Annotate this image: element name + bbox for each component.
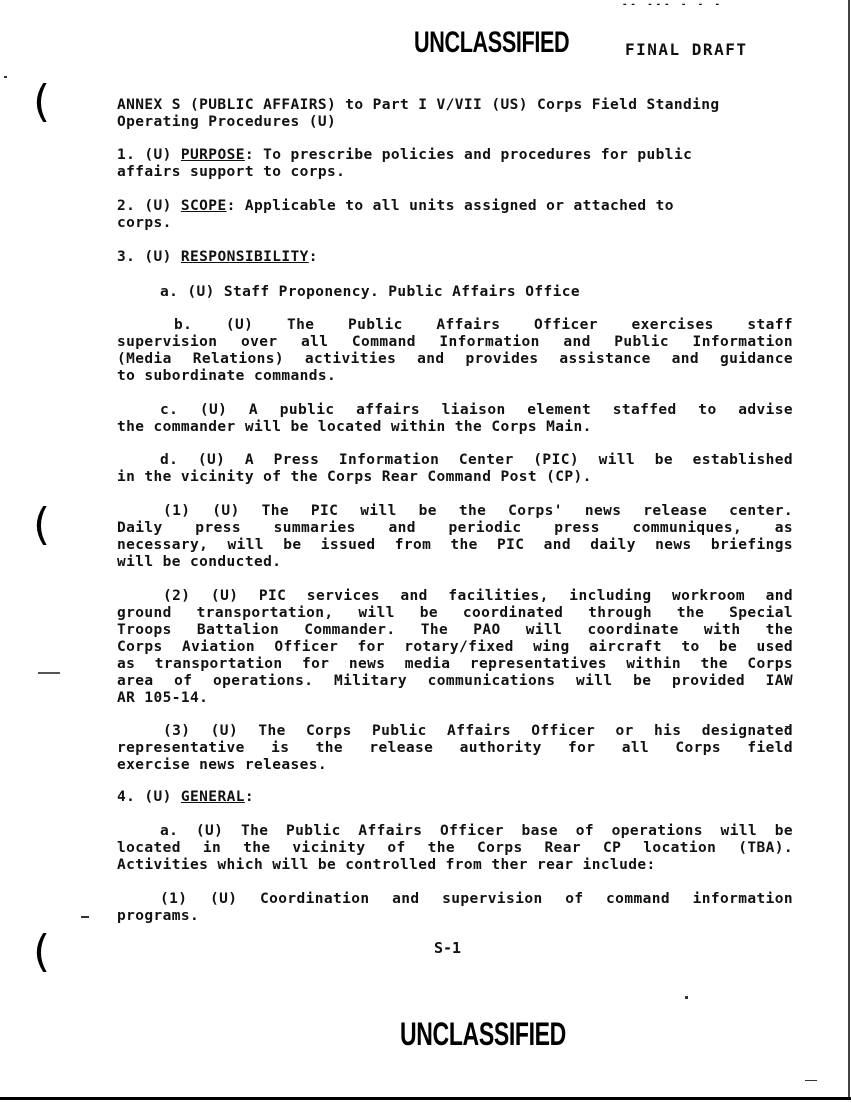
section-2-text: : Applicable to all units assigned or attached to (226, 198, 674, 214)
classification-stamp-top: UNCLASSIFIED (414, 26, 570, 59)
section-1-heading: PURPOSE (180, 147, 245, 163)
para-3d-line: d. (U) A Press Information Center (PIC) will be established (160, 452, 793, 468)
binder-hole-mark: ( (33, 499, 51, 550)
scan-speck (4, 76, 7, 78)
section-3-colon: : (308, 249, 318, 265)
draft-status: FINAL DRAFT (625, 40, 748, 59)
scan-speck (38, 672, 60, 674)
scan-speck (805, 1080, 817, 1081)
section-2-text-cont: corps. (117, 215, 172, 231)
binder-hole-mark: ( (33, 76, 51, 127)
para-3d3-line: representative is the release authority for all Corps field (117, 740, 793, 756)
annex-title-cont: Operating Procedures (U) (117, 114, 337, 130)
top-margin-marks: -- --- - - - (622, 0, 724, 10)
section-2-line (117, 198, 793, 215)
para-3d2-line: Troops Battalion Commander. The PAO will coordinate with the (117, 622, 793, 638)
para-3d-line: in the vicinity of the Corps Rear Command Post (CP). (117, 469, 592, 485)
para-4a-line: a. (U) The Public Affairs Officer base of operations will be (160, 823, 793, 839)
para-3d1-line: will be conducted. (117, 554, 282, 570)
annex-title: ANNEX S (PUBLIC AFFAIRS) to Part I V/VII (US) Corps Field Standing (117, 97, 720, 113)
para-3d2-line: area of operations. Military communications will be provided IAW (117, 673, 793, 689)
para-3d2-line: AR 105-14. (117, 690, 209, 706)
section-2-heading: SCOPE (180, 198, 227, 214)
section-4-number: 4. (U) (117, 789, 181, 805)
binder-hole-mark: ( (33, 926, 51, 977)
section-1-number: 1. (U) (117, 147, 181, 163)
section-4-colon: : (244, 789, 254, 805)
para-4a1-line: programs. (117, 908, 200, 924)
scan-bottom-edge (0, 1097, 851, 1100)
section-4-line (117, 789, 793, 806)
section-1-line (117, 147, 793, 164)
para-3d3-line: (3) (U) The Corps Public Affairs Officer or his designated (163, 723, 793, 739)
section-2-number: 2. (U) (117, 198, 181, 214)
section-1-text-cont: affairs support to corps. (117, 164, 346, 180)
section-3-line (117, 249, 793, 266)
para-4a1-line: (1) (U) Coordination and supervision of command information (160, 891, 793, 907)
para-3d1-line: necessary, will be issued from the PIC and daily news briefings (117, 537, 793, 553)
para-4a-line: Activities which will be controlled from ther rear include: (117, 857, 656, 873)
para-3c-line: c. (U) A public affairs liaison element staffed to advise (160, 402, 793, 418)
scan-speck (81, 916, 89, 918)
section-3-heading: RESPONSIBILITY (180, 249, 309, 265)
para-3d2-line: ground transportation, will be coordinated through the Special (117, 605, 793, 621)
para-3b-line: supervision over all Command Information and Public Information (117, 334, 793, 350)
para-3c-line: the commander will be located within the Corps Main. (117, 419, 592, 435)
para-4a-line: located in the vicinity of the Corps Rear CP location (TBA). (117, 840, 793, 856)
section-4-heading: GENERAL (180, 789, 245, 805)
para-3b-line: b. (U) The Public Affairs Officer exercises staff (174, 317, 793, 333)
section-3-number: 3. (U) (117, 249, 181, 265)
para-3a: a. (U) Staff Proponency. Public Affairs Office (160, 284, 580, 300)
section-1-text: : To prescribe policies and procedures for public (244, 147, 693, 163)
para-3b-line: (Media Relations) activities and provides assistance and guidance (117, 351, 793, 367)
para-3b-line: to subordinate commands. (117, 368, 337, 384)
classification-stamp-bottom: UNCLASSIFIED (400, 1016, 566, 1052)
para-3d1-line: Daily press summaries and periodic press communiques, as (117, 520, 793, 536)
scan-edge-line (848, 0, 850, 1097)
para-3d3-line: exercise news releases. (117, 757, 327, 773)
para-3d2-line: (2) (U) PIC services and facilities, including workroom and (163, 588, 793, 604)
para-3d2-line: as transportation for news media representatives within the Corps (117, 656, 793, 672)
scan-speck (685, 996, 688, 999)
para-3d2-line: Corps Aviation Officer for rotary/fixed wing aircraft to be used (117, 639, 793, 655)
page-number: S-1 (434, 939, 462, 957)
para-3d1-line: (1) (U) The PIC will be the Corps' news release center. (163, 503, 793, 519)
